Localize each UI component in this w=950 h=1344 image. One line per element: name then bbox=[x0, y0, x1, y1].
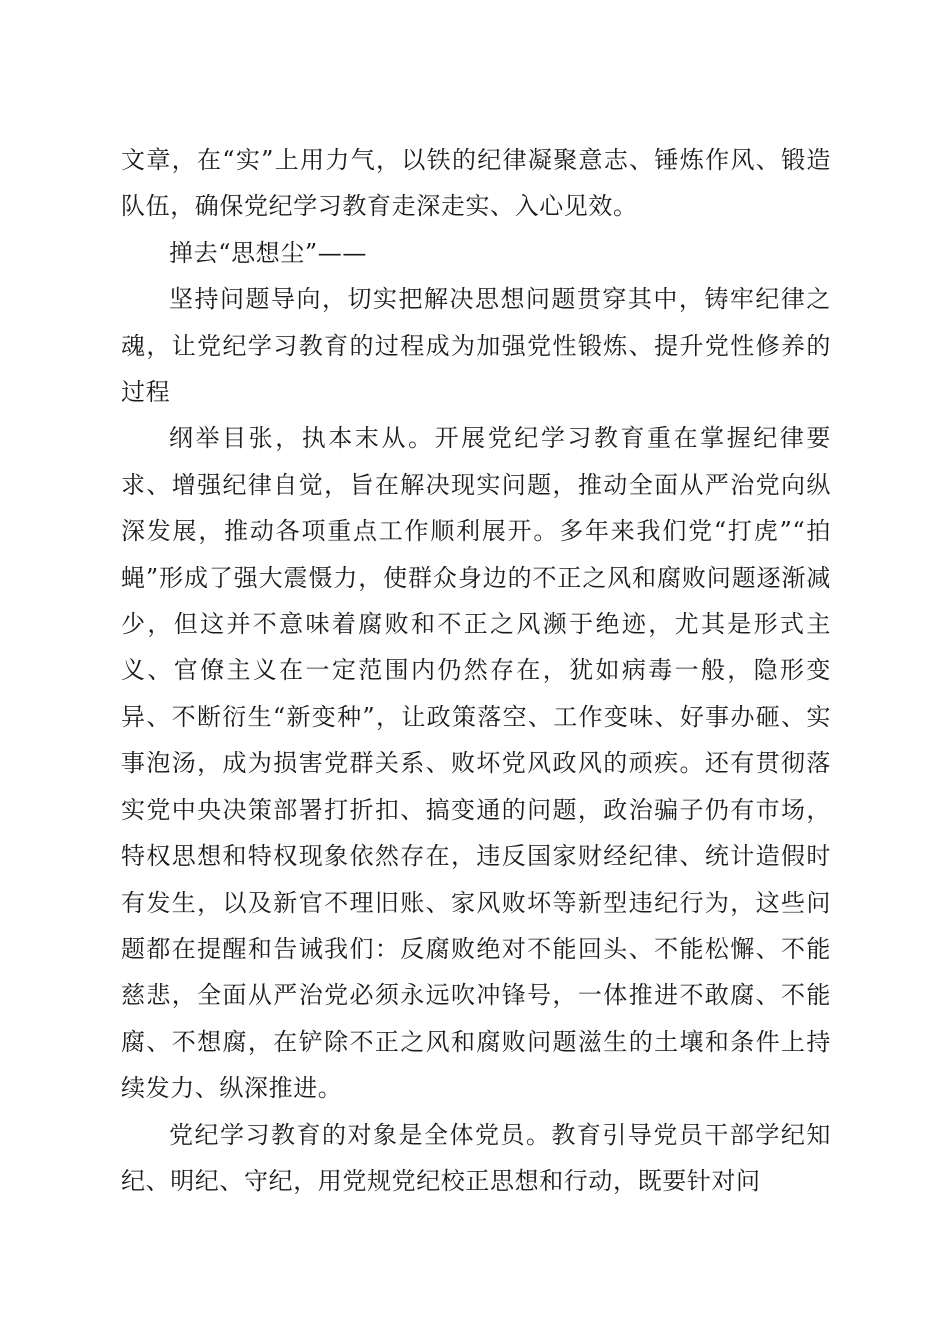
section-heading: 掸去“思想尘”—— bbox=[169, 238, 367, 267]
section-subheading: 坚持问题导向，切实把解决思想问题贯穿其中，铸牢纪律之魂，让党纪学习教育的过程成为加强党性锻炼、提升党性修养的过程 bbox=[121, 285, 831, 407]
body-paragraph: 党纪学习教育的对象是全体党员。教育引导党员干部学纪知纪、明纪、守纪，用党规党纪校正思想和行动，既要针对问 bbox=[121, 1120, 831, 1195]
paragraph-continuation: 文章，在“实”上用力气，以铁的纪律凝聚意志、锤炼作风、锻造队伍，确保党纪学习教育走深走实、入心见效。 bbox=[121, 146, 831, 221]
document-body bbox=[121, 137, 831, 1204]
body-paragraph: 纲举目张，执本末从。开展党纪学习教育重在掌握纪律要求、增强纪律自觉，旨在解决现实问题，推动全面从严治党向纵深发展，推动各项重点工作顺利展开。多年来我们党“打虎”“拍蝇”形成了强大震慑力，使群众身边的不正之风和腐败问题逐渐减少，但这并不意味着腐败和不正之风濒于绝迹，尤其是形式主义、官僚主义在一定范围内仍然存在，犹如病毒一般，隐形变异、不断衍生“新变种”，让政策落空、工作变味、好事办砸、实事泡汤，成为损害党群关系、败坏党风政风的顽疾。还有贯彻落实党中央决策部署打折扣、搞变通的问题，政治骗子仍有市场，特权思想和特权现象依然存在，违反国家财经纪律、统计造假时有发生，以及新官不理旧账、家风败坏等新型违纪行为，这些问题都在提醒和告诫我们：反腐败绝对不能回头、不能松懈、不能慈悲，全面从严治党必须永远吹冲锋号，一体推进不敢腐、不能腐、不想腐，在铲除不正之风和腐败问题滋生的土壤和条件上持续发力、纵深推进。 bbox=[121, 424, 831, 1103]
